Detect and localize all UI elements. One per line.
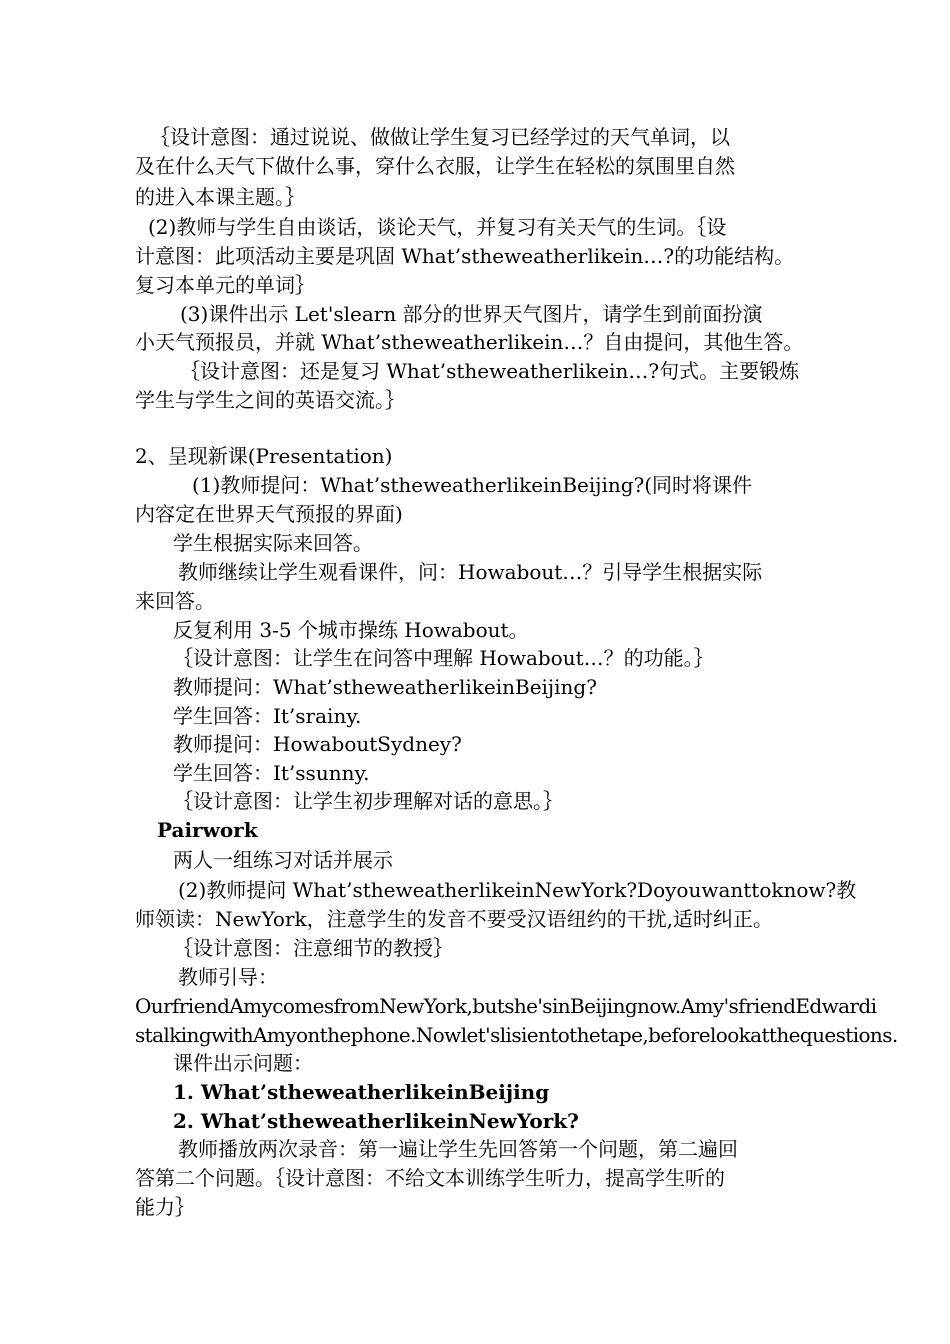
text-line: OurfriendAmycomesfromNewYork,butshe'sinBeijingnow.Amy'sfriendEdwardi <box>135 994 877 1018</box>
text-line: 计意图：此项活动主要是巩固 What’stheweatherlikein…?的功能结构。 <box>135 244 795 268</box>
text-line: 学生根据实际来回答。 <box>173 531 373 555</box>
text-line: 小天气预报员，并就 What’stheweatherlikein…？自由提问，其他生答。 <box>135 330 804 354</box>
text-line: (2)教师提问 What’stheweatherlikeinNewYork?Doyouwanttoknow?教 <box>178 878 857 902</box>
text-line: ｛设计意图：通过说说、做做让学生复习已经学过的天气单词，以 <box>150 125 730 149</box>
text-line: 学生与学生之间的英语交流。｝ <box>135 388 405 412</box>
text-line: 反复利用 3-5 个城市操练 Howabout。 <box>173 618 529 642</box>
text-line: 教师引导： <box>178 965 278 989</box>
text-line: (1)教师提问：What’stheweatherlikeinBeijing?(同时将课件 <box>192 473 753 497</box>
text-line: 两人一组练习对话并展示 <box>173 848 393 872</box>
text-line: stalkingwithAmyonthephone.Nowlet'slisientothetape,beforelookatthequestions. <box>135 1023 898 1047</box>
text-line: 学生回答：It’srainy. <box>173 704 362 728</box>
question-item: 2. What’stheweatherlikeinNewYork? <box>173 1109 579 1133</box>
text-line: 复习本单元的单词｝ <box>135 273 315 297</box>
text-line: ｛设计意图：还是复习 What’stheweatherlikein…?句式。主要锻炼 <box>180 359 800 383</box>
text-line: 教师继续让学生观看课件，问：Howabout…？引导学生根据实际 <box>178 560 763 584</box>
text-line: ｛设计意图：让学生初步理解对话的意思。｝ <box>173 789 563 813</box>
text-line: 师领读：NewYork，注意学生的发音不要受汉语纽约的干扰,适时纠正。 <box>135 907 773 931</box>
text-line: 来回答。 <box>135 589 215 613</box>
text-line: 的进入本课主题。｝ <box>135 185 305 209</box>
text-line: 能力｝ <box>135 1195 195 1219</box>
question-item: 1. What’stheweatherlikeinBeijing <box>173 1080 550 1104</box>
text-line: ｛设计意图：注意细节的教授｝ <box>173 936 453 960</box>
text-line: 及在什么天气下做什么事，穿什么衣服，让学生在轻松的氛围里自然 <box>135 154 735 178</box>
text-line: 学生回答：It’ssunny. <box>173 761 370 785</box>
text-line: 教师播放两次录音：第一遍让学生先回答第一个问题，第二遍回 <box>178 1137 738 1161</box>
text-line: 教师提问：What’stheweatherlikeinBeijing? <box>173 675 597 699</box>
text-line: 内容定在世界天气预报的界面) <box>135 502 403 526</box>
pairwork-heading: Pairwork <box>157 818 258 842</box>
text-line: (2)教师与学生自由谈话，谈论天气，并复习有关天气的生词。｛设 <box>148 215 727 239</box>
text-line: (3)课件出示 Let'slearn 部分的世界天气图片，请学生到前面扮演 <box>180 302 763 326</box>
text-line: 答第二个问题。｛设计意图：不给文本训练学生听力，提高学生听的 <box>135 1166 725 1190</box>
text-line: ｛设计意图：让学生在问答中理解 Howabout…？的功能。｝ <box>173 646 714 670</box>
section-heading: 2、呈现新课(Presentation) <box>135 444 393 468</box>
text-line: 教师提问：HowaboutSydney? <box>173 732 462 756</box>
text-line: 课件出示问题： <box>173 1051 313 1075</box>
